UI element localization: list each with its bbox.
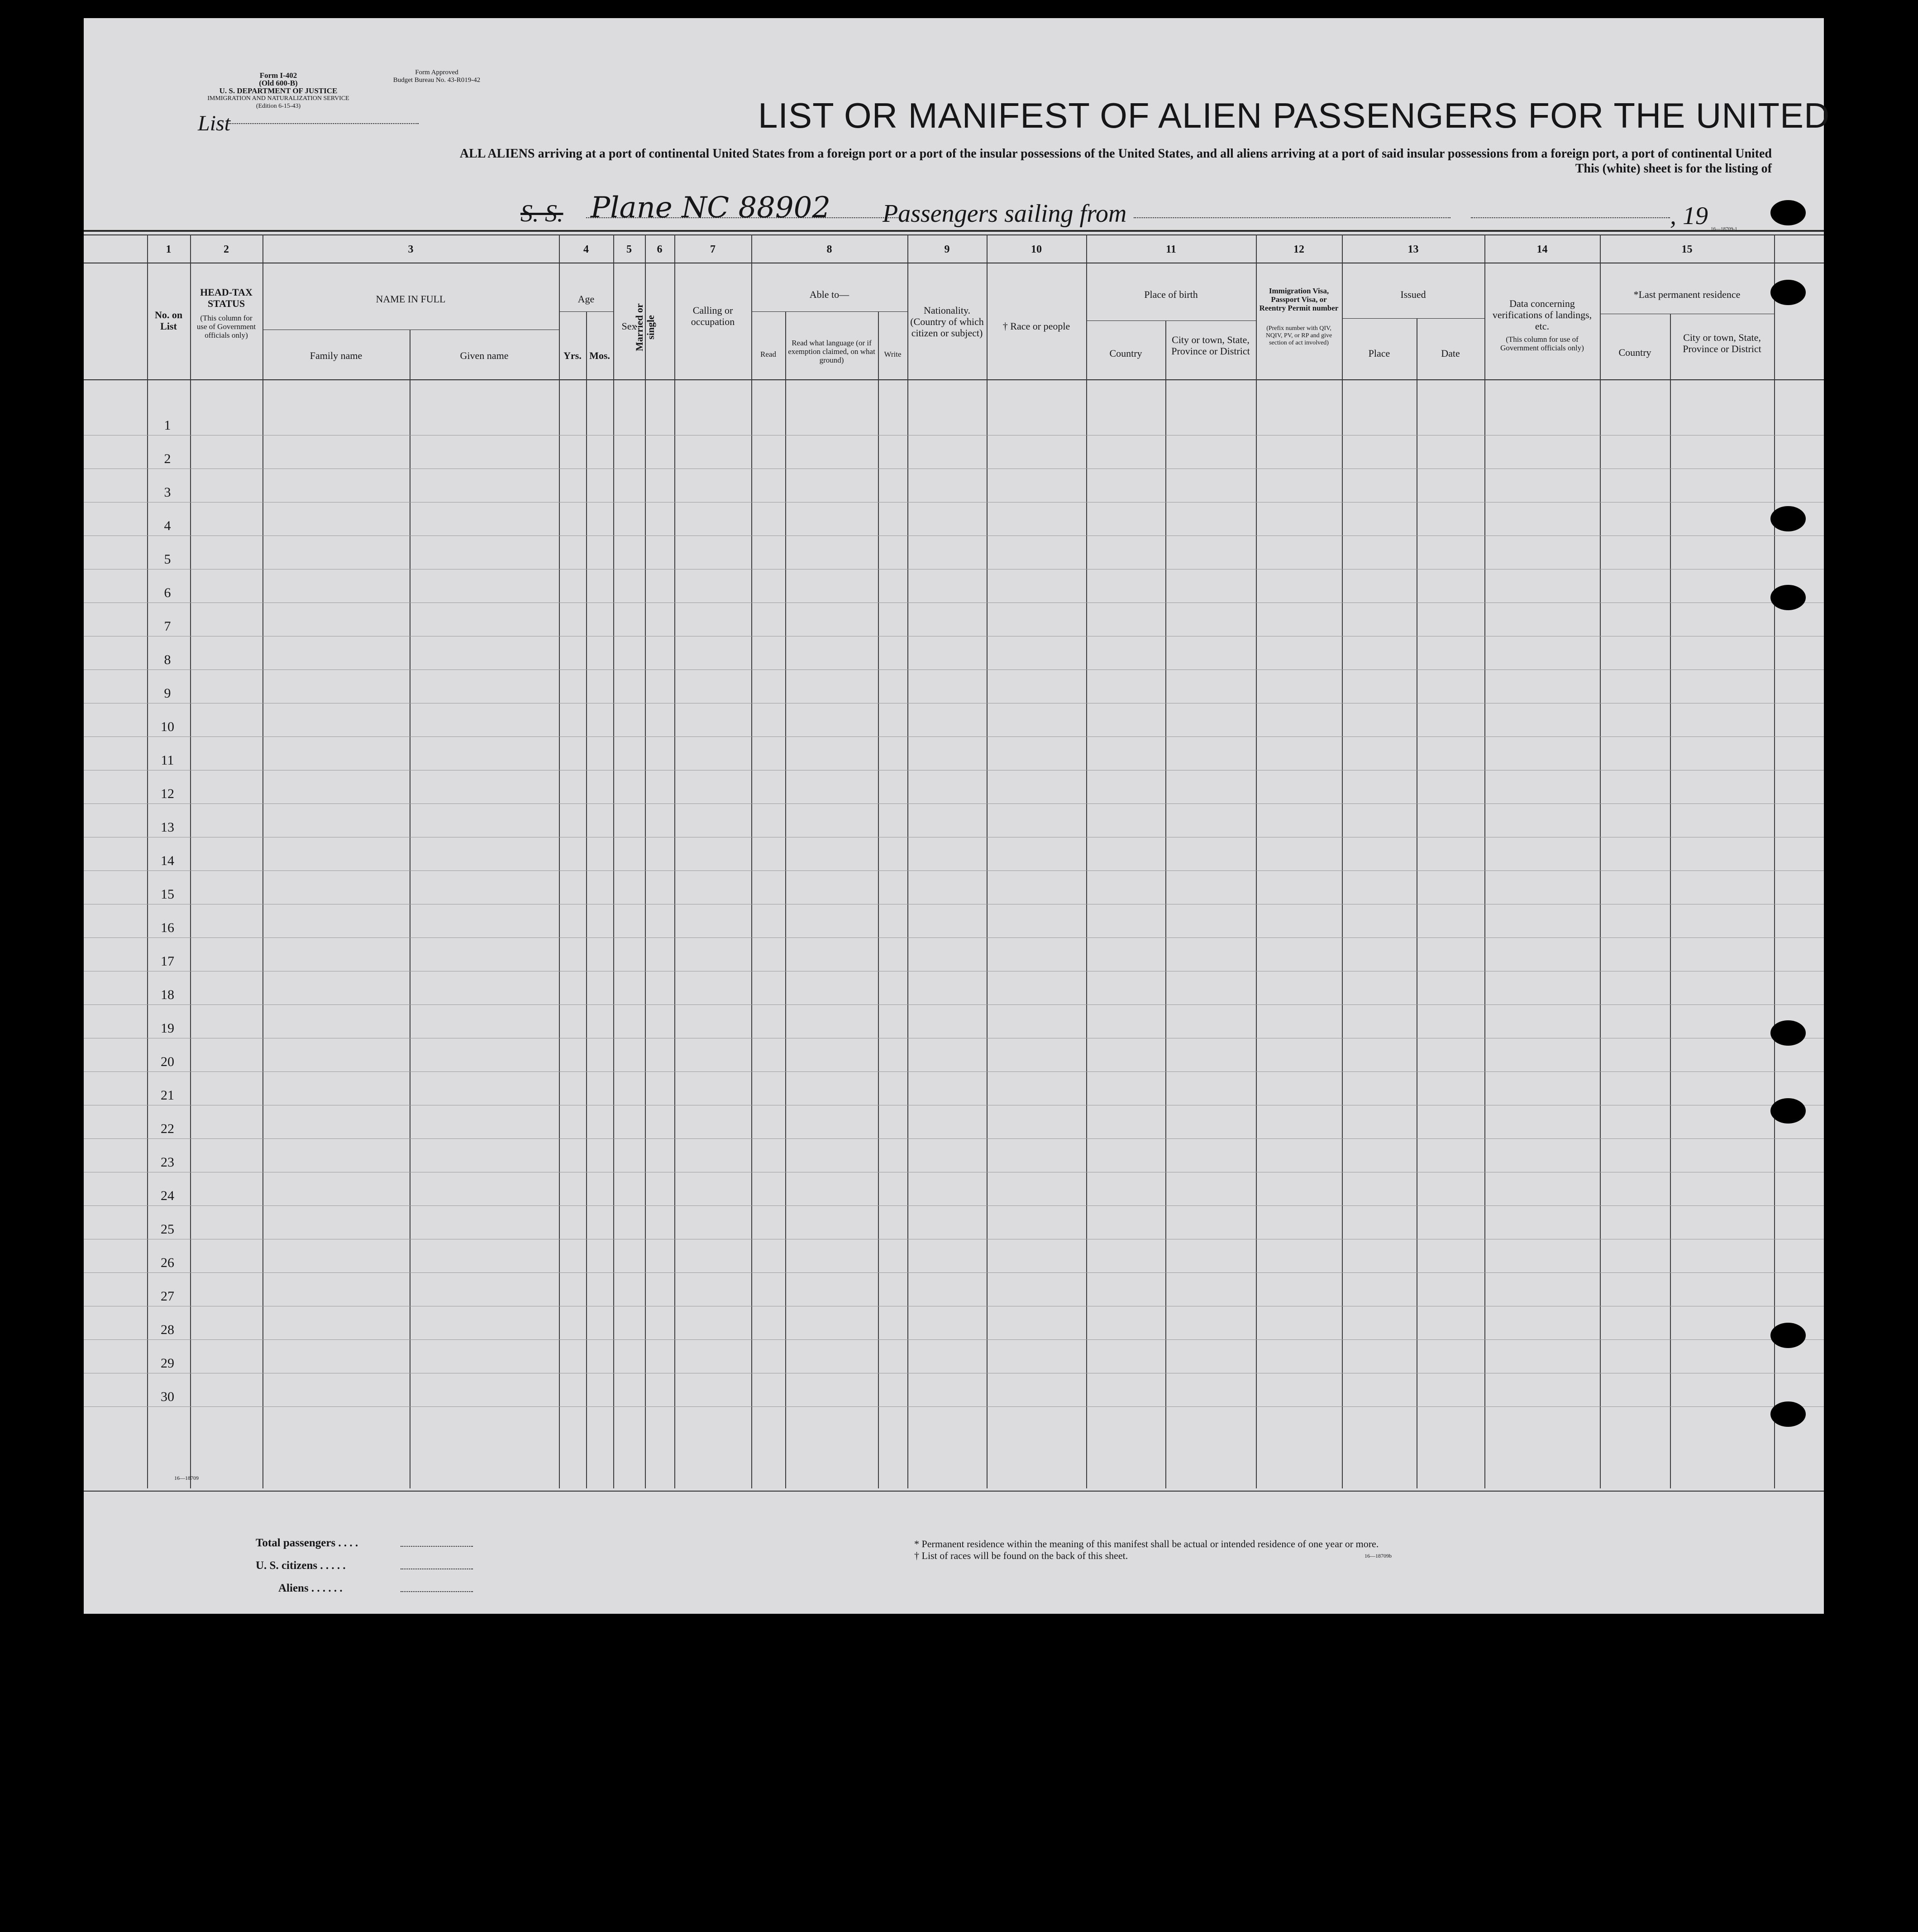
row-number: 7 bbox=[164, 619, 171, 634]
edition-date: (Edition 6-15-43) bbox=[256, 103, 301, 110]
table-row bbox=[84, 1272, 1824, 1273]
col-divider bbox=[1342, 234, 1343, 1488]
issued-subheader-rule bbox=[1342, 318, 1484, 319]
row-number: 6 bbox=[164, 585, 171, 600]
col-divider bbox=[645, 234, 646, 1488]
budget-bureau-number: Budget Bureau No. 43-R019-42 bbox=[393, 77, 481, 84]
form-identification bbox=[179, 72, 378, 110]
column-number: 2 bbox=[224, 244, 229, 255]
column-number: 13 bbox=[1407, 244, 1419, 255]
header-last-residence: *Last permanent residence bbox=[1633, 289, 1741, 300]
header-visa: Immigration Visa, Passport Visa, or Reentry Permit number bbox=[1259, 287, 1339, 312]
column-number: 4 bbox=[583, 244, 589, 255]
binder-hole bbox=[1770, 1020, 1806, 1046]
header-yrs: Yrs. bbox=[563, 350, 582, 361]
row-number: 12 bbox=[161, 786, 174, 801]
column-number: 10 bbox=[1031, 244, 1042, 255]
row-number: 8 bbox=[164, 652, 171, 667]
year-label: , 19 bbox=[1670, 202, 1708, 230]
instructions-line-2: This (white) sheet is for the listing of bbox=[1575, 162, 1772, 176]
col-divider bbox=[190, 234, 191, 1488]
header-bottom-rule bbox=[84, 379, 1824, 380]
header-given-name: Given name bbox=[460, 350, 509, 361]
column-number: 7 bbox=[710, 244, 716, 255]
aliens-field[interactable] bbox=[401, 1591, 473, 1592]
table-row bbox=[84, 1205, 1824, 1206]
table-row bbox=[84, 736, 1824, 737]
row-number: 15 bbox=[161, 887, 174, 902]
row-number: 10 bbox=[161, 719, 174, 734]
binder-hole bbox=[1770, 200, 1806, 225]
list-number-field[interactable] bbox=[229, 123, 419, 124]
table-row bbox=[84, 870, 1824, 871]
sailing-date-field[interactable] bbox=[1471, 217, 1670, 218]
old-form-number: (Old 600-B) bbox=[259, 79, 298, 87]
col-divider bbox=[1256, 234, 1257, 1488]
footnote-list-of-races: † List of races will be found on the back of this sheet. bbox=[914, 1550, 1128, 1561]
header-visa-note: (Prefix number with QIV, NQIV, PV, or RP and give section of act involved) bbox=[1265, 325, 1332, 346]
col-divider bbox=[987, 234, 988, 1488]
service-name: IMMIGRATION AND NATURALIZATION SERVICE bbox=[207, 95, 349, 102]
row-number: 25 bbox=[161, 1222, 174, 1237]
col-divider bbox=[674, 234, 675, 1488]
row-number: 23 bbox=[161, 1155, 174, 1170]
row-number: 18 bbox=[161, 987, 174, 1002]
table-row bbox=[84, 1004, 1824, 1005]
column-number: 14 bbox=[1536, 244, 1548, 255]
col-divider bbox=[586, 311, 587, 1488]
able-subheader-rule bbox=[751, 311, 907, 312]
table-row bbox=[84, 1339, 1824, 1340]
header-write: Write bbox=[884, 350, 902, 359]
row-number: 13 bbox=[161, 820, 174, 835]
header-name-in-full: NAME IN FULL bbox=[376, 293, 446, 305]
binder-hole bbox=[1770, 1401, 1806, 1427]
instructions-line-1: ALL ALIENS arriving at a port of continental United States from a foreign port or a port of the insular possessions of the United States, and all aliens arriving at a port of said insular possessions from a foreign port, a port of continental United bbox=[459, 147, 1772, 161]
col-divider bbox=[1670, 314, 1671, 1488]
header-residence-city: City or town, State, Province or District bbox=[1683, 332, 1761, 354]
vessel-underline bbox=[586, 217, 898, 218]
table-bottom-rule bbox=[84, 1491, 1824, 1492]
manifest-sheet bbox=[84, 18, 1830, 1614]
col-divider bbox=[1774, 234, 1775, 1488]
form-number: Form I-402 bbox=[259, 71, 297, 80]
col-divider bbox=[1086, 234, 1087, 1488]
header-calling: Calling or occupation bbox=[691, 305, 735, 327]
col-divider bbox=[613, 234, 614, 1488]
column-number: 1 bbox=[166, 244, 172, 255]
table-row bbox=[84, 1138, 1824, 1139]
header-issued: Issued bbox=[1400, 289, 1426, 300]
department-name: U. S. DEPARTMENT OF JUSTICE bbox=[219, 86, 338, 95]
table-row bbox=[84, 1071, 1824, 1072]
header-age: Age bbox=[577, 293, 595, 305]
sailing-from-field[interactable] bbox=[1134, 217, 1450, 218]
binder-hole bbox=[1770, 1098, 1806, 1124]
column-number: 8 bbox=[826, 244, 832, 255]
binder-hole bbox=[1770, 1323, 1806, 1348]
aliens-label: Aliens . . . . . . bbox=[278, 1582, 343, 1594]
row-number: 22 bbox=[161, 1121, 174, 1136]
col-divider bbox=[907, 234, 908, 1488]
col-divider bbox=[147, 234, 148, 1488]
header-birth-country: Country bbox=[1109, 348, 1142, 359]
column-number: 6 bbox=[657, 244, 663, 255]
header-no-on-list: No. on List bbox=[154, 309, 183, 332]
header-issued-place: Place bbox=[1368, 348, 1390, 359]
column-number: 3 bbox=[408, 244, 414, 255]
footnote-permanent-residence: * Permanent residence within the meaning of this manifest shall be actual or intended residence of one year or more. bbox=[914, 1538, 1379, 1549]
row-number: 17 bbox=[161, 954, 174, 969]
col-divider bbox=[1600, 234, 1601, 1488]
row-number: 30 bbox=[161, 1389, 174, 1404]
row-number: 16 bbox=[161, 920, 174, 935]
row-number: 14 bbox=[161, 853, 174, 868]
header-family-name: Family name bbox=[310, 350, 363, 361]
total-passengers-field[interactable] bbox=[401, 1546, 473, 1547]
row-number: 1 bbox=[164, 418, 171, 433]
column-number: 15 bbox=[1681, 244, 1693, 255]
row-number: 24 bbox=[161, 1188, 174, 1203]
table-top-rule-2 bbox=[84, 234, 1824, 235]
approval-block bbox=[364, 69, 509, 84]
header-married: Married or single bbox=[634, 303, 656, 351]
birth-subheader-rule bbox=[1086, 320, 1256, 321]
binder-hole bbox=[1770, 506, 1806, 531]
vessel-label: S. S. bbox=[520, 200, 563, 227]
instructions bbox=[414, 146, 1772, 176]
table-row bbox=[84, 803, 1824, 804]
header-data-concerning: Data concerning verifications of landings, etc. bbox=[1492, 298, 1592, 332]
row-number: 21 bbox=[161, 1088, 174, 1103]
vessel-name-field[interactable]: Plane NC 88902 bbox=[591, 191, 831, 225]
list-label: List bbox=[198, 111, 231, 135]
row-number: 20 bbox=[161, 1054, 174, 1069]
header-place-of-birth: Place of birth bbox=[1144, 289, 1198, 300]
bottom-reference-number: 16—18709 bbox=[174, 1475, 199, 1481]
row-number: 3 bbox=[164, 485, 171, 500]
approval-text: Form Approved bbox=[415, 69, 458, 76]
table-row bbox=[84, 937, 1824, 938]
col-divider bbox=[559, 234, 560, 1488]
header-race: † Race or people bbox=[1002, 320, 1070, 332]
column-number: 9 bbox=[944, 244, 950, 255]
row-number: 28 bbox=[161, 1322, 174, 1337]
row-number: 29 bbox=[161, 1356, 174, 1371]
total-passengers-label: Total passengers . . . . bbox=[256, 1537, 358, 1549]
col-divider bbox=[1165, 320, 1166, 1488]
header-nationality: Nationality. (Country of which citizen or subject) bbox=[910, 305, 984, 339]
binder-hole bbox=[1770, 280, 1806, 305]
column-number: 11 bbox=[1166, 244, 1176, 255]
row-number: 9 bbox=[164, 686, 171, 701]
binder-hole bbox=[1770, 585, 1806, 610]
row-number: 11 bbox=[161, 753, 174, 768]
column-number: 12 bbox=[1293, 244, 1304, 255]
row-number: 19 bbox=[161, 1021, 174, 1036]
col-divider bbox=[878, 311, 879, 1488]
row-number: 27 bbox=[161, 1289, 174, 1304]
header-birth-city: City or town, State, Province or District bbox=[1171, 334, 1250, 357]
header-able-to: Able to— bbox=[809, 289, 849, 300]
table-row bbox=[84, 1406, 1824, 1407]
row-number: 2 bbox=[164, 451, 171, 466]
top-reference-number: 16—18709-1 bbox=[1711, 226, 1737, 232]
row-number: 4 bbox=[164, 518, 171, 533]
header-sex: Sex bbox=[621, 320, 637, 332]
sailing-from-label: Passengers sailing from bbox=[883, 200, 1127, 228]
header-issued-date: Date bbox=[1441, 348, 1460, 359]
header-read-language: Read what language (or if exemption claimed, on what ground) bbox=[788, 339, 875, 364]
col-divider bbox=[785, 311, 786, 1488]
row-number: 5 bbox=[164, 552, 171, 567]
manifest-table bbox=[84, 230, 1824, 1488]
table-top-rule bbox=[84, 230, 1824, 232]
header-head-tax-note: (This column for use of Government officials only) bbox=[196, 314, 256, 340]
header-mos: Mos. bbox=[589, 350, 610, 361]
page-title: LIST OR MANIFEST OF ALIEN PASSENGERS FOR THE UNITED bbox=[758, 96, 1830, 135]
col-divider bbox=[262, 234, 263, 1488]
col-divider bbox=[1484, 234, 1485, 1488]
header-head-tax: HEAD-TAX STATUS bbox=[200, 287, 253, 309]
row-number: 26 bbox=[161, 1255, 174, 1270]
us-citizens-label: U. S. citizens . . . . . bbox=[256, 1559, 346, 1572]
header-data-note: (This column for use of Government officials only) bbox=[1500, 335, 1584, 352]
footer-reference-number: 16—18709b bbox=[1365, 1553, 1392, 1559]
col-divider bbox=[751, 234, 752, 1488]
header-residence-country: Country bbox=[1618, 347, 1651, 358]
header-read: Read bbox=[760, 350, 776, 359]
column-number: 5 bbox=[626, 244, 632, 255]
